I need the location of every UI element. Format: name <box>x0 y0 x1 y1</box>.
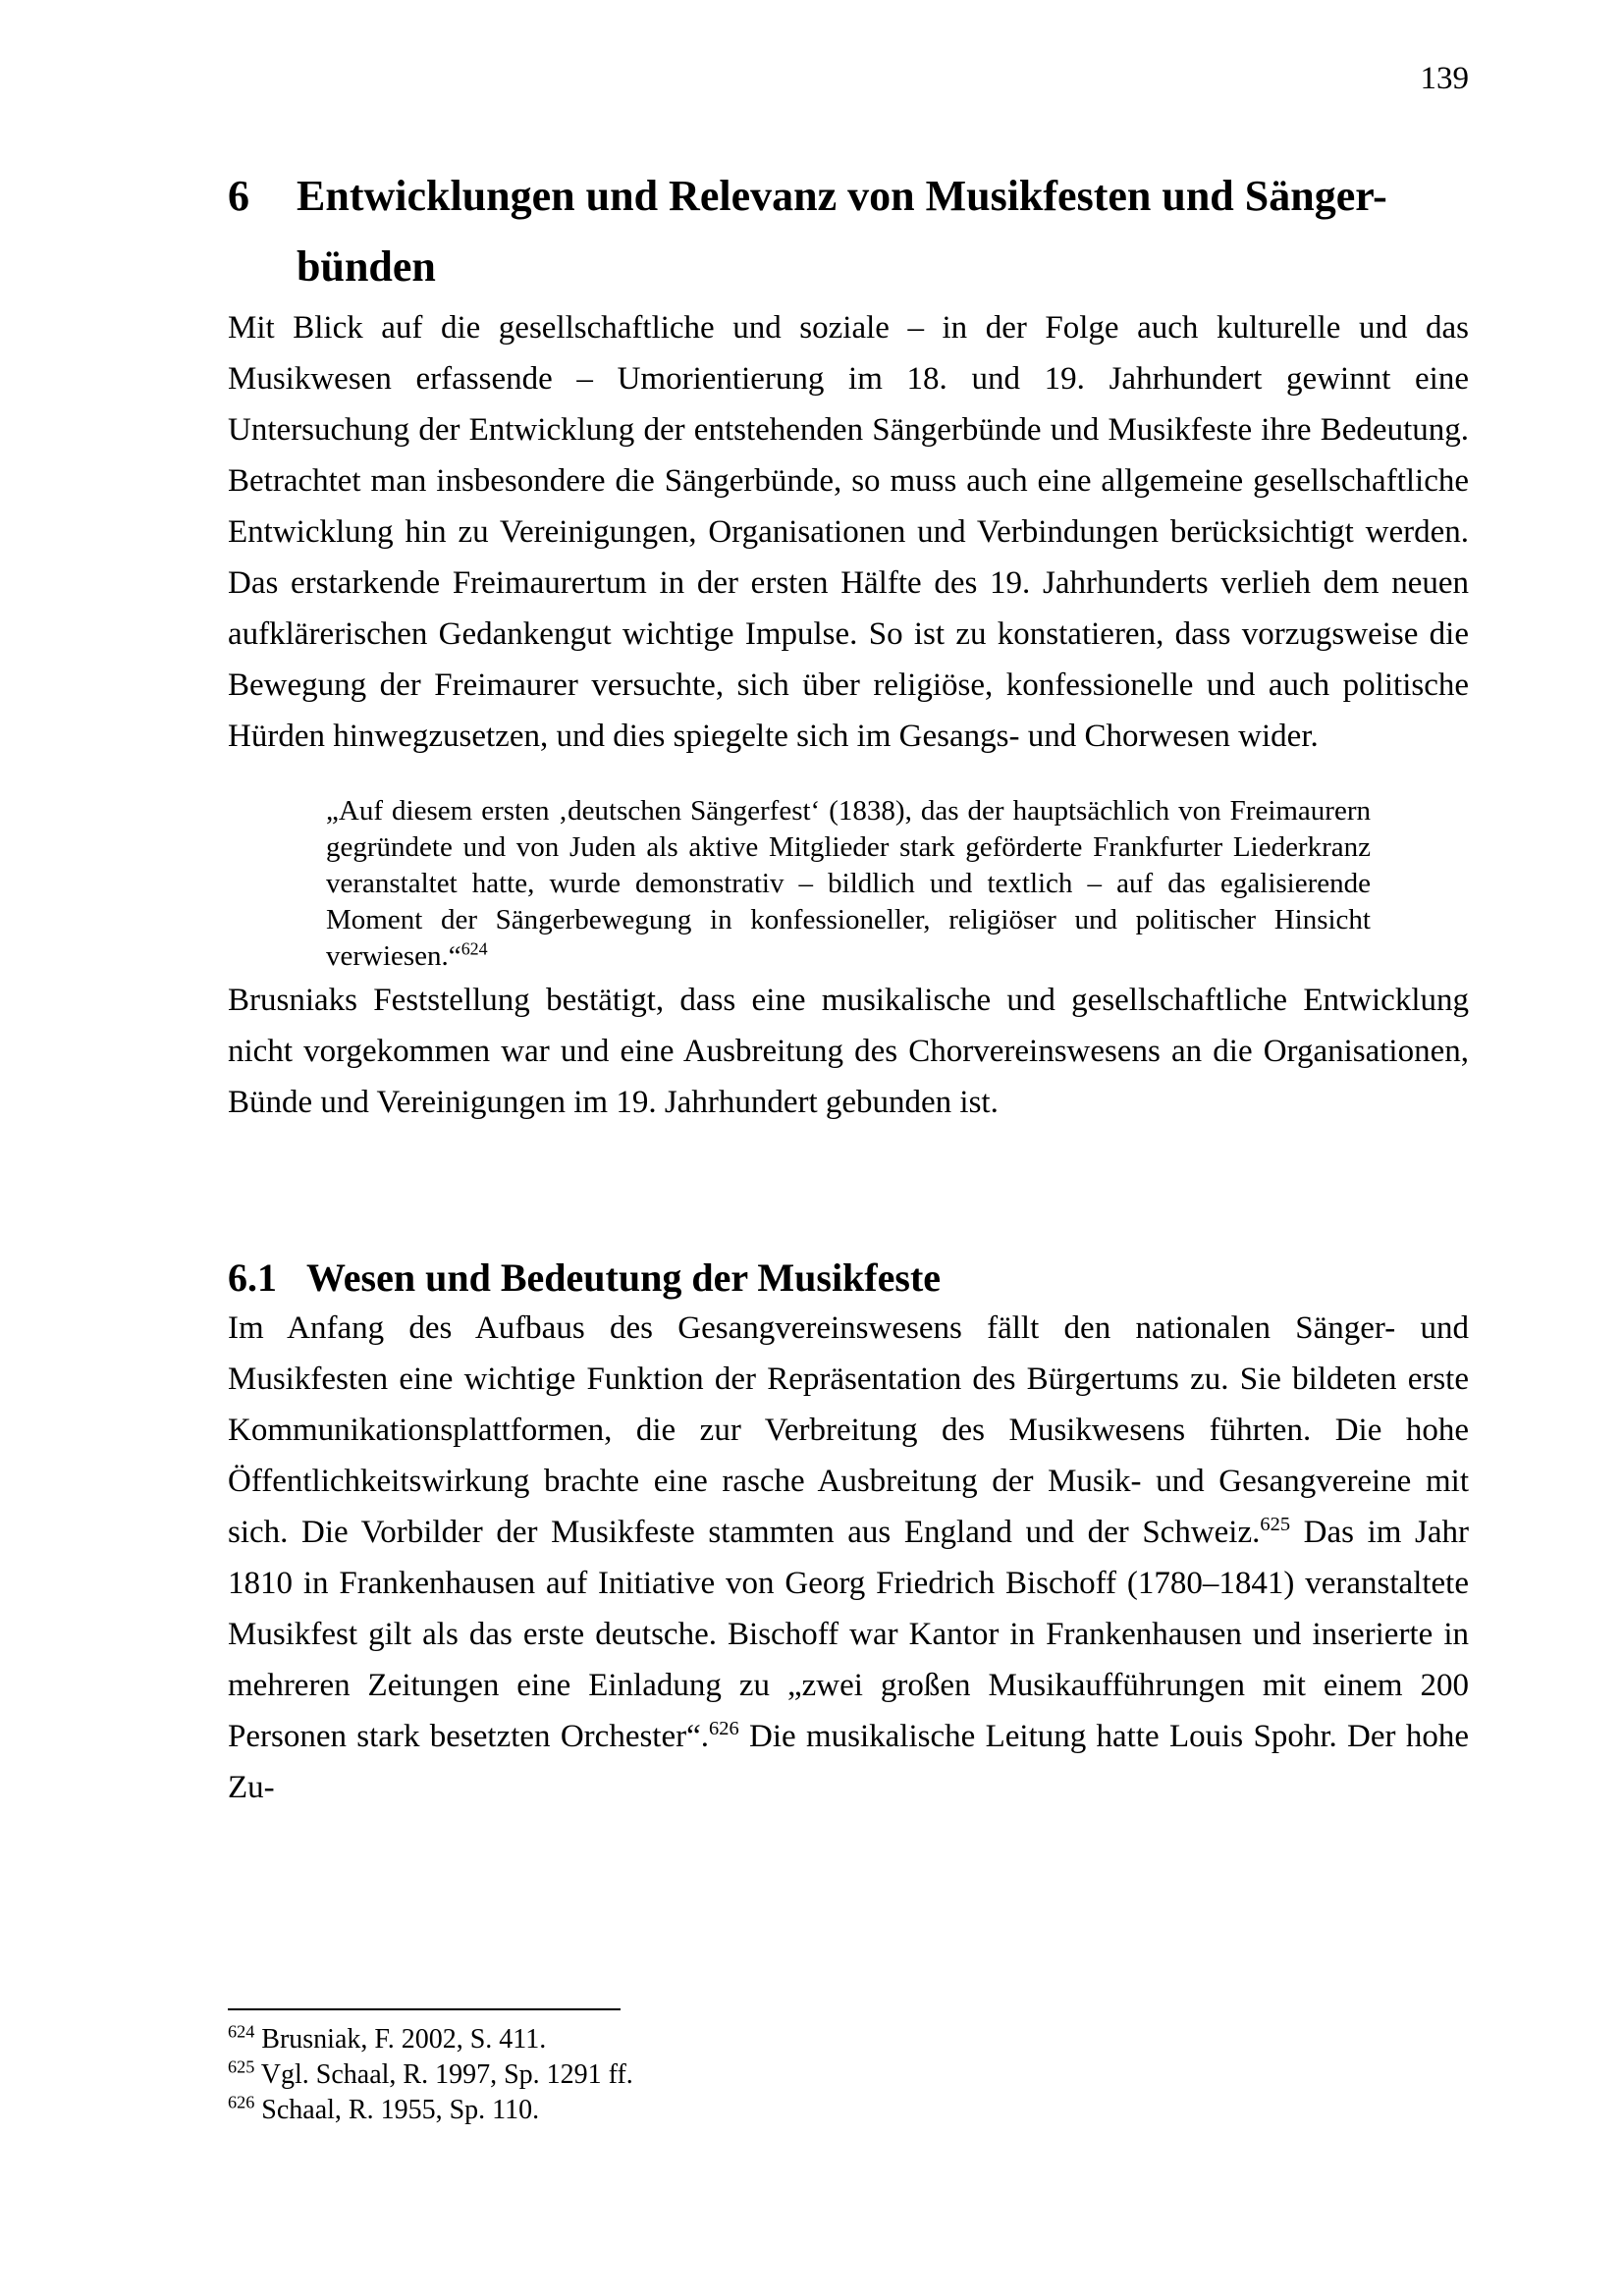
footnote-624-text: Brusniak, F. 2002, S. 411. <box>261 2024 547 2055</box>
footnote-624-marker: 624 <box>228 2021 255 2042</box>
footnotes-block <box>228 2008 1469 2128</box>
footnote-ref-625: 625 <box>1260 1514 1291 1535</box>
footnote-626-marker: 626 <box>228 2092 255 2112</box>
footnote-626-text: Schaal, R. 1955, Sp. 110. <box>261 2095 540 2125</box>
paragraph-3-segment-2: Das im Jahr 1810 in Frankenhausen auf Initiative von Georg Friedrich Bischoff (1780–1841) veranstaltete Musikfest gilt als das erste deutsche. Bischoff war Kantor in Frankenhausen und inserierte in mehreren Zeitungen eine Einladung zu „zwei großen Musikaufführungen mit einem 200 Personen stark besetzten Orchester“. <box>228 1515 1470 1754</box>
chapter-title-line-2: bünden <box>297 242 436 291</box>
block-quote <box>326 793 1371 975</box>
chapter-heading <box>228 161 1469 302</box>
chapter-title-line-1: Entwicklungen und Relevanz von Musikfesten und Sänger- <box>297 172 1387 220</box>
section-title: Wesen und Bedeutung der Musikfeste <box>306 1255 942 1300</box>
block-quote-text: „Auf diesem ersten ‚deutschen Sängerfest‘ (1838), das der hauptsächlich von Freimaurern gegründete und von Juden als aktive Mitglieder stark geförderte Frankfurter Liederkranz veranstaltet hatte, wurde demonstrativ – bildlich und textlich – auf das egalisierende Moment der Sängerbewegung in konfessioneller, religiöser und politischer Hinsicht verwiesen.“ <box>326 795 1371 972</box>
section-heading <box>228 1254 1469 1303</box>
chapter-number: 6 <box>228 172 249 220</box>
paragraph-2: Brusniaks Feststellung bestätigt, dass eine musikalische und gesellschaftliche Entwicklung nicht vorgekommen war und eine Ausbreitung des Chorvereinswesens an die Organisationen, Bünde und Vereinigungen im 19. Jahrhundert gebunden ist. <box>228 983 1469 1120</box>
footnote-ref-624: 624 <box>460 938 488 959</box>
footnote-separator-rule <box>228 2008 621 2010</box>
footnote-625-text: Vgl. Schaal, R. 1997, Sp. 1291 ff. <box>260 2059 633 2090</box>
paragraph-1: Mit Blick auf die gesellschaftliche und soziale – in der Folge auch kulturelle und das Musikwesen erfassende – Umorientierung im 18. und 19. Jahrhundert gewinnt eine Untersuchung der Entwicklung der entstehenden Sängerbünde und Musikfeste ihre Bedeutung. Betrachtet man insbesondere die Sängerbünde, so muss auch eine allgemeine gesellschaftliche Entwicklung hin zu Vereinigungen, Organisationen und Verbindungen berücksichtigt werden. Das erstarkende Freimaurertum in der ersten Hälfte des 19. Jahrhunderts verlieh dem neuen aufklärerischen Gedankengut wichtige Impulse. So ist zu konstatieren, dass vorzugsweise die Bewegung der Freimaurer versuchte, sich über religiöse, konfessionelle und auch politische Hürden hinwegzusetzen, und dies spiegelte sich im Gesangs- und Chorwesen wider. <box>228 310 1469 754</box>
paragraph-3-segment-3: Die musikalische Leitung hatte Louis Spohr. Der hohe Zu- <box>228 1719 1469 1805</box>
footnote-624 <box>228 2022 1469 2057</box>
footnote-ref-626: 626 <box>709 1718 739 1739</box>
paragraph-3-segment-1: Im Anfang des Aufbaus des Gesangvereinswesens fällt den nationalen Sänger- und Musikfesten eine wichtige Funktion der Repräsentation des Bürgertums zu. Sie bildeten erste Kommunikationsplattformen, die zur Verbreitung des Musikwesens führten. Die hohe Öffentlichkeitswirkung brachte eine rasche Ausbreitung der Musik- und Gesangvereine mit sich. Die Vorbilder der Musikfeste stammten aus England und der Schweiz. <box>228 1310 1469 1550</box>
chapter-title <box>297 161 1387 302</box>
footnote-626 <box>228 2093 1469 2128</box>
page-number: 139 <box>1420 61 1469 96</box>
section-number: 6.1 <box>228 1255 277 1300</box>
paragraph-3 <box>228 1303 1469 1813</box>
footnote-625 <box>228 2057 1469 2093</box>
footnote-625-marker: 625 <box>228 2056 255 2077</box>
